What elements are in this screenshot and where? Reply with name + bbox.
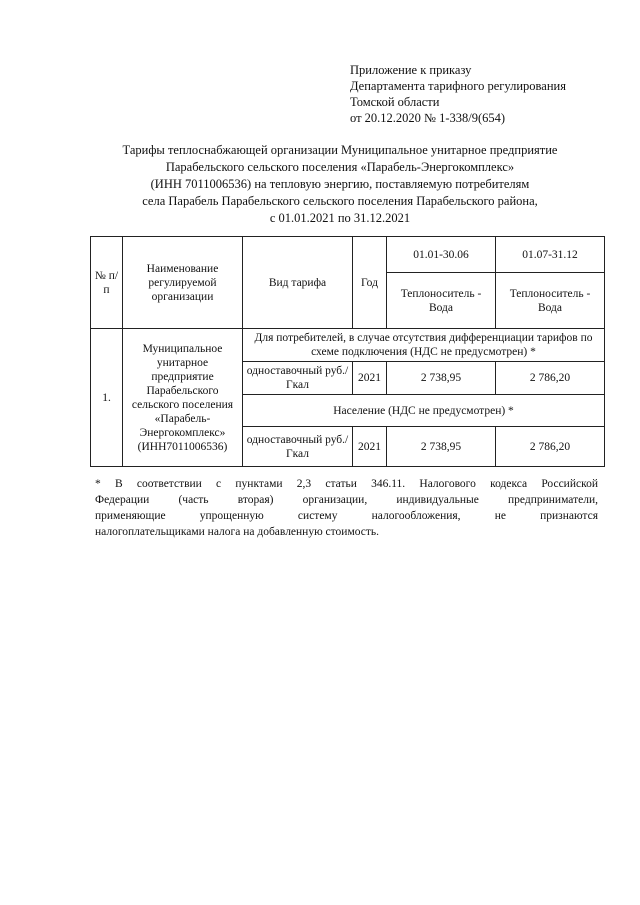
header-num: № п/п xyxy=(91,237,123,329)
tariff-value-cell: 2 786,20 xyxy=(496,362,605,395)
header-period-1: 01.01-30.06 xyxy=(387,237,496,273)
row-num: 1. xyxy=(91,329,123,467)
tariff-value-cell: 2 786,20 xyxy=(496,427,605,467)
tariff-value-cell: 2 738,95 xyxy=(387,362,496,395)
footnote-line: Федерации (часть вторая) организации, индивидуальные предприниматели, xyxy=(95,494,598,506)
title-line: (ИНН 7011006536) на тепловую энергию, поставляемую потребителям xyxy=(150,177,530,191)
group-label: Население (НДС не предусмотрен) * xyxy=(243,395,605,427)
appendix-line: Департамента тарифного регулирования xyxy=(350,79,566,93)
title-period: с 01.01.2021 по 31.12.2021 xyxy=(269,211,411,225)
footnote-line: * В соответствии с пунктами 2,3 статьи 346.11. Налогового кодекса Российской xyxy=(95,478,598,490)
header-year: Год xyxy=(353,237,387,329)
group-label: Для потребителей, в случае отсутствия дифференциации тарифов по схеме подключения (НДС не предусмотрен) * xyxy=(243,329,605,362)
title-line: Тарифы теплоснабжающей организации Муниципальное унитарное предприятие xyxy=(122,143,558,157)
tariff-value-cell: 2 738,95 xyxy=(387,427,496,467)
appendix-line: Приложение к приказу xyxy=(350,63,472,77)
tariff-table xyxy=(90,236,605,467)
tariff-type-cell: одноставочный руб./Гкал xyxy=(243,362,353,395)
header-tariff-type: Вид тарифа xyxy=(243,237,353,329)
year-cell: 2021 xyxy=(353,427,387,467)
appendix-header xyxy=(350,62,566,126)
header-org: Наименование регулируемой организации xyxy=(123,237,243,329)
title-line: Парабельского сельского поселения «Парабель-Энергокомплекс» xyxy=(165,160,515,174)
footnote-line: применяющие упрощенную систему налогообложения, не признаются xyxy=(95,510,598,522)
document-title xyxy=(80,142,600,227)
appendix-order-date: от 20.12.2020 № 1-338/9(654) xyxy=(350,111,506,125)
footnote xyxy=(95,476,598,540)
row-organization: Муниципальное унитарное предприятие Парабельского сельского поселения «Парабель-Энергокомплекс» (ИНН7011006536) xyxy=(123,329,243,467)
title-line: села Парабель Парабельского сельского поселения Парабельского района, xyxy=(142,194,538,208)
header-period-2: 01.07-31.12 xyxy=(496,237,605,273)
header-carrier-1: Теплоноситель - Вода xyxy=(387,273,496,329)
appendix-line: Томской области xyxy=(350,95,440,109)
tariff-type-cell: одноставочный руб./Гкал xyxy=(243,427,353,467)
year-cell: 2021 xyxy=(353,362,387,395)
header-carrier-2: Теплоноситель - Вода xyxy=(496,273,605,329)
footnote-line: налогоплательщиками налога на добавленную стоимость. xyxy=(95,526,380,538)
